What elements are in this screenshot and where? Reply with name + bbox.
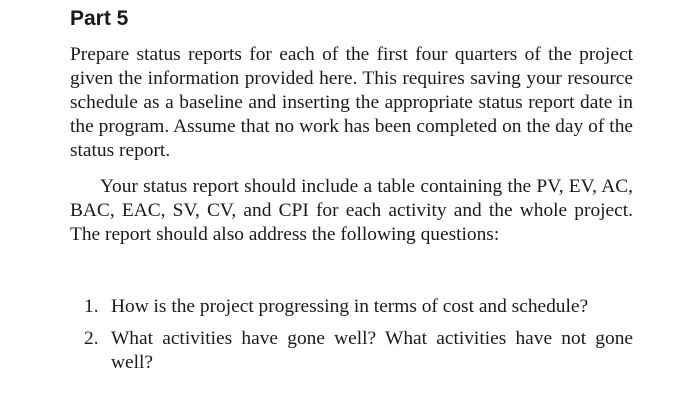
question-list bbox=[0, 295, 700, 383]
question-number: 2. bbox=[84, 328, 99, 349]
question-text: How is the project progressing in terms of cost and schedule? bbox=[111, 296, 589, 317]
requirements-paragraph: Your status report should include a table containing the PV, EV, AC, BAC, EAC, SV, CV, and CPI for each activity and the whole project. The report should also address the following questions: bbox=[70, 176, 633, 245]
question-text: What activities have gone well? What activities have not gone well? bbox=[111, 328, 633, 373]
section-heading: Part 5 bbox=[70, 7, 129, 30]
intro-paragraph: Prepare status reports for each of the first four quarters of the project given the information provided here. This requires saving your resource schedule as a baseline and inserting the appropriate status report date in the program. Assume that no work has been completed on the day of the status report. bbox=[70, 44, 633, 161]
list-item bbox=[0, 327, 700, 375]
question-number: 1. bbox=[84, 296, 99, 317]
list-item bbox=[0, 295, 700, 319]
